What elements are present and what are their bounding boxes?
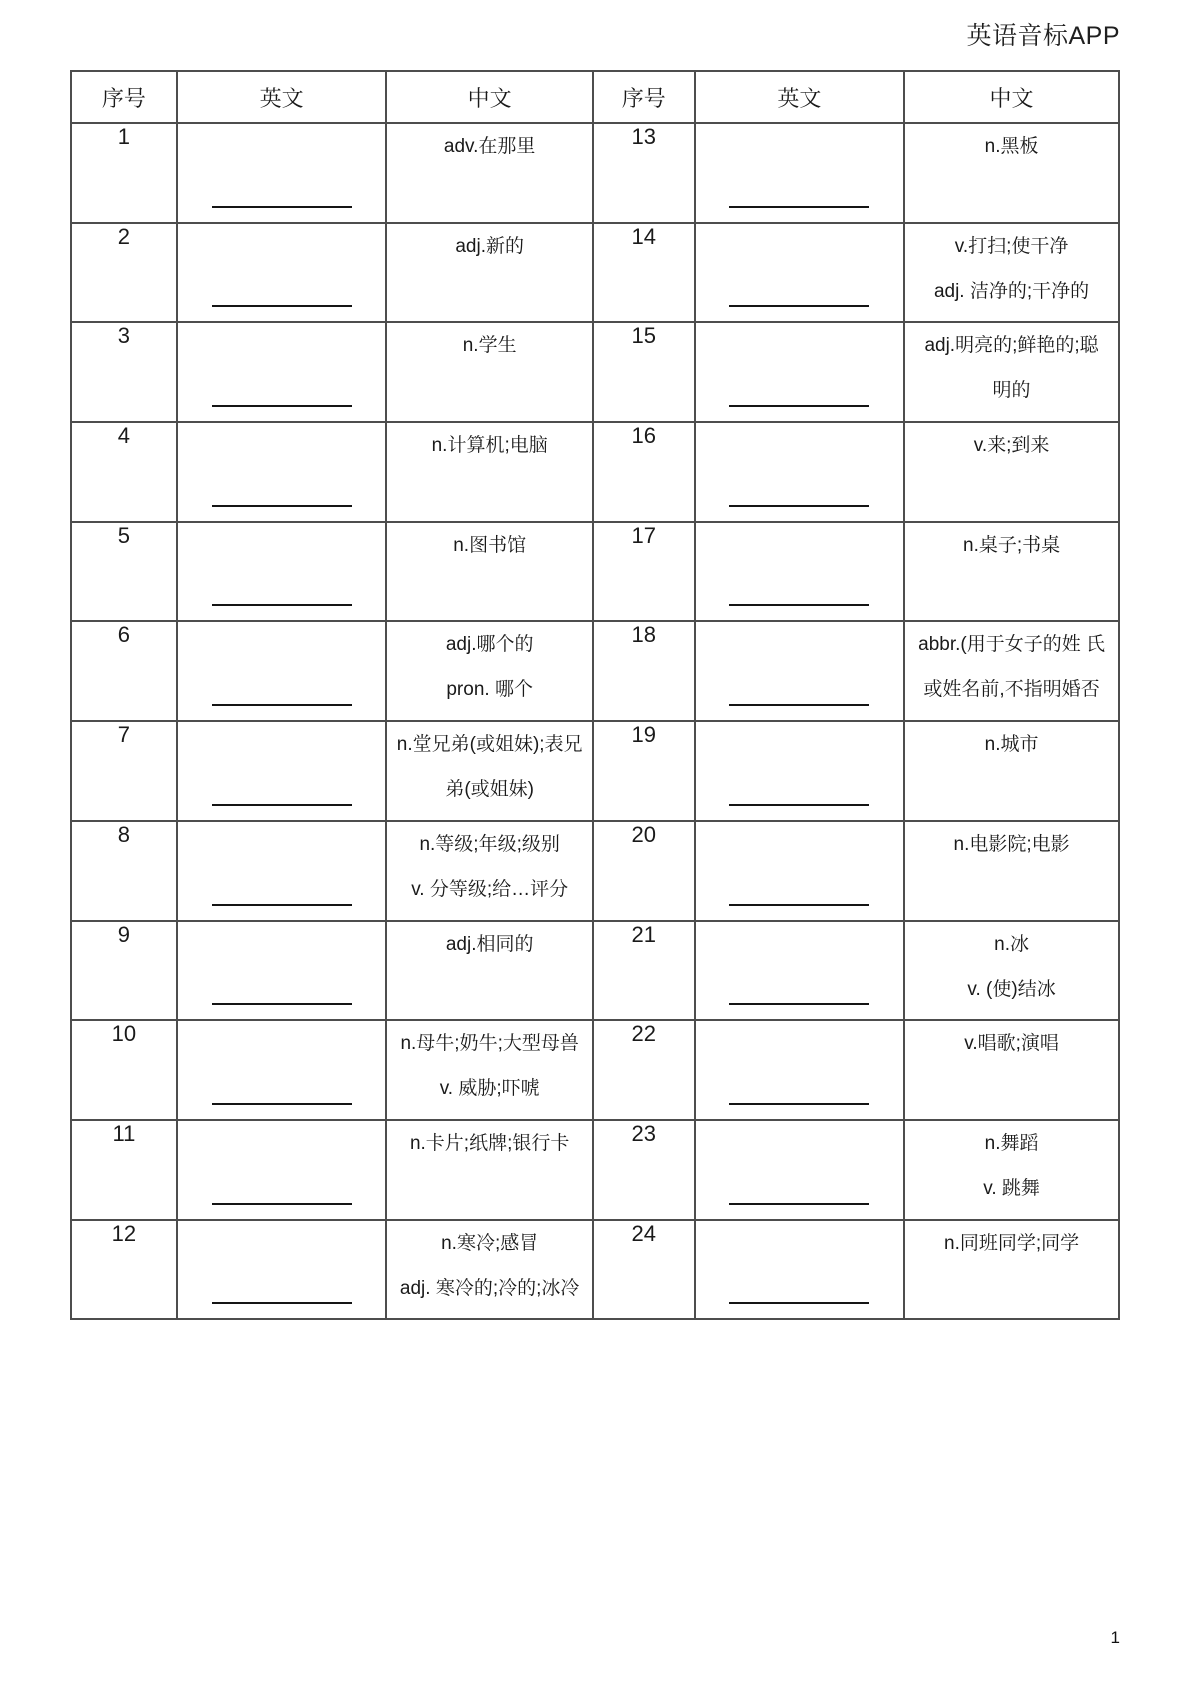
chinese-cell bbox=[904, 1120, 1119, 1220]
definition-line: v.唱歌;演唱 bbox=[964, 1033, 1059, 1055]
english-cell bbox=[695, 1220, 905, 1320]
table-row bbox=[71, 522, 1119, 622]
chinese-cell bbox=[386, 621, 592, 721]
english-cell bbox=[177, 621, 387, 721]
chinese-cell bbox=[904, 522, 1119, 622]
table-row bbox=[71, 1220, 1119, 1320]
index-cell: 13 bbox=[593, 123, 695, 223]
answer-blank bbox=[729, 704, 869, 706]
index-cell: 24 bbox=[593, 1220, 695, 1320]
definition-line: adj.哪个的 bbox=[445, 634, 534, 656]
table-row bbox=[71, 1120, 1119, 1220]
definition-line: adj.新的 bbox=[455, 235, 524, 257]
index-cell: 21 bbox=[593, 921, 695, 1021]
definition-line: adj.相同的 bbox=[445, 933, 534, 955]
index-cell: 2 bbox=[71, 223, 177, 323]
index-cell: 8 bbox=[71, 821, 177, 921]
col-header-english-left: 英文 bbox=[177, 71, 387, 123]
answer-blank bbox=[729, 1302, 869, 1304]
answer-blank bbox=[212, 804, 352, 806]
index-cell: 3 bbox=[71, 322, 177, 422]
chinese-cell bbox=[904, 123, 1119, 223]
index-cell: 15 bbox=[593, 322, 695, 422]
definition-line: n.母牛;奶牛;大型母兽 bbox=[400, 1033, 579, 1055]
english-cell bbox=[177, 223, 387, 323]
chinese-cell bbox=[386, 422, 592, 522]
definition-line: adj.明亮的;鲜艳的;聪 bbox=[924, 335, 1099, 357]
english-cell bbox=[695, 1020, 905, 1120]
definition-line: n.寒冷;感冒 bbox=[441, 1232, 539, 1254]
english-cell bbox=[177, 921, 387, 1021]
index-cell: 16 bbox=[593, 422, 695, 522]
answer-blank bbox=[212, 405, 352, 407]
table-row bbox=[71, 223, 1119, 323]
chinese-cell bbox=[904, 223, 1119, 323]
index-cell: 4 bbox=[71, 422, 177, 522]
chinese-cell bbox=[386, 322, 592, 422]
answer-blank bbox=[212, 1302, 352, 1304]
table-row bbox=[71, 1020, 1119, 1120]
english-cell bbox=[177, 123, 387, 223]
chinese-cell bbox=[386, 123, 592, 223]
chinese-cell bbox=[386, 1220, 592, 1320]
index-cell: 10 bbox=[71, 1020, 177, 1120]
answer-blank bbox=[729, 1103, 869, 1105]
chinese-cell bbox=[386, 1120, 592, 1220]
chinese-cell bbox=[904, 1020, 1119, 1120]
index-cell: 9 bbox=[71, 921, 177, 1021]
col-header-chinese-right: 中文 bbox=[904, 71, 1119, 123]
english-cell bbox=[695, 422, 905, 522]
definition-line: n.冰 bbox=[994, 933, 1029, 955]
english-cell bbox=[695, 821, 905, 921]
index-cell: 20 bbox=[593, 821, 695, 921]
definition-line: 弟(或姐妹) bbox=[445, 779, 534, 801]
definition-line: n.舞蹈 bbox=[984, 1132, 1039, 1154]
english-cell bbox=[695, 721, 905, 821]
english-cell bbox=[695, 223, 905, 323]
definition-line: n.黑板 bbox=[984, 136, 1039, 157]
answer-blank bbox=[212, 904, 352, 906]
definition-line: n.卡片;纸牌;银行卡 bbox=[409, 1132, 570, 1154]
english-cell bbox=[695, 621, 905, 721]
english-cell bbox=[177, 821, 387, 921]
english-cell bbox=[177, 522, 387, 622]
english-cell bbox=[695, 522, 905, 622]
col-header-english-right: 英文 bbox=[695, 71, 905, 123]
index-cell: 7 bbox=[71, 721, 177, 821]
index-cell: 22 bbox=[593, 1020, 695, 1120]
page-title: 英语音标APP bbox=[966, 22, 1120, 50]
answer-blank bbox=[212, 604, 352, 606]
vocab-table bbox=[70, 70, 1120, 1320]
table-row bbox=[71, 123, 1119, 223]
answer-blank bbox=[729, 604, 869, 606]
index-cell: 14 bbox=[593, 223, 695, 323]
english-cell bbox=[695, 123, 905, 223]
index-cell: 6 bbox=[71, 621, 177, 721]
english-cell bbox=[695, 921, 905, 1021]
answer-blank bbox=[212, 206, 352, 208]
answer-blank bbox=[212, 505, 352, 507]
definition-line: v. (使)结冰 bbox=[967, 978, 1056, 1000]
chinese-cell bbox=[386, 1020, 592, 1120]
chinese-cell bbox=[386, 522, 592, 622]
definition-line: 或姓名前,不指明婚否 bbox=[923, 679, 1100, 701]
col-header-chinese-left: 中文 bbox=[386, 71, 592, 123]
answer-blank bbox=[729, 1203, 869, 1205]
answer-blank bbox=[729, 804, 869, 806]
answer-blank bbox=[212, 1203, 352, 1205]
definition-line: pron. 哪个 bbox=[446, 679, 533, 701]
definition-line: v.打扫;使干净 bbox=[954, 235, 1069, 257]
index-cell: 12 bbox=[71, 1220, 177, 1320]
definition-line: adj. 洁净的;干净的 bbox=[933, 280, 1090, 302]
table-row bbox=[71, 721, 1119, 821]
table-row bbox=[71, 422, 1119, 522]
index-cell: 19 bbox=[593, 721, 695, 821]
chinese-cell bbox=[386, 921, 592, 1021]
index-cell: 5 bbox=[71, 522, 177, 622]
index-cell: 18 bbox=[593, 621, 695, 721]
table-row bbox=[71, 821, 1119, 921]
index-cell: 17 bbox=[593, 522, 695, 622]
definition-line: 明的 bbox=[992, 380, 1031, 402]
english-cell bbox=[177, 721, 387, 821]
chinese-cell bbox=[386, 223, 592, 323]
col-header-index-right: 序号 bbox=[593, 71, 695, 123]
definition-line: v.来;到来 bbox=[973, 435, 1050, 457]
answer-blank bbox=[212, 1103, 352, 1105]
chinese-cell bbox=[904, 422, 1119, 522]
index-cell: 23 bbox=[593, 1120, 695, 1220]
chinese-cell bbox=[904, 921, 1119, 1021]
table-row bbox=[71, 921, 1119, 1021]
chinese-cell bbox=[386, 821, 592, 921]
definition-line: v. 分等级;给…评分 bbox=[411, 878, 569, 900]
definition-line: abbr.(用于女子的姓 氏 bbox=[918, 634, 1105, 656]
chinese-cell bbox=[904, 1220, 1119, 1320]
answer-blank bbox=[729, 405, 869, 407]
english-cell bbox=[177, 1220, 387, 1320]
answer-blank bbox=[212, 1003, 352, 1005]
chinese-cell bbox=[904, 821, 1119, 921]
index-cell: 11 bbox=[71, 1120, 177, 1220]
definition-line: v. 跳舞 bbox=[983, 1177, 1040, 1199]
col-header-index-left: 序号 bbox=[71, 71, 177, 123]
definition-line: n.同班同学;同学 bbox=[944, 1232, 1080, 1254]
definition-line: n.堂兄弟(或姐妹);表兄 bbox=[396, 734, 583, 756]
definition-line: n.等级;年级;级别 bbox=[419, 833, 560, 855]
english-cell bbox=[177, 322, 387, 422]
definition-line: n.学生 bbox=[462, 335, 517, 357]
definition-line: v. 威胁;吓唬 bbox=[439, 1078, 540, 1100]
table-row bbox=[71, 322, 1119, 422]
english-cell bbox=[177, 1120, 387, 1220]
answer-blank bbox=[212, 305, 352, 307]
answer-blank bbox=[729, 505, 869, 507]
english-cell bbox=[177, 1020, 387, 1120]
answer-blank bbox=[729, 206, 869, 208]
definition-line: n.图书馆 bbox=[453, 534, 527, 556]
chinese-cell bbox=[904, 721, 1119, 821]
page-number: 1 bbox=[1110, 1628, 1120, 1647]
english-cell bbox=[695, 322, 905, 422]
english-cell bbox=[177, 422, 387, 522]
definition-line: n.桌子;书桌 bbox=[963, 534, 1061, 556]
answer-blank bbox=[212, 704, 352, 706]
chinese-cell bbox=[386, 721, 592, 821]
definition-line: n.城市 bbox=[984, 734, 1039, 756]
definition-line: adv.在那里 bbox=[443, 136, 536, 157]
header-row bbox=[71, 71, 1119, 123]
chinese-cell bbox=[904, 621, 1119, 721]
index-cell: 1 bbox=[71, 123, 177, 223]
definition-line: adj. 寒冷的;冷的;冰冷 bbox=[399, 1277, 580, 1299]
answer-blank bbox=[729, 305, 869, 307]
definition-line: n.计算机;电脑 bbox=[431, 435, 548, 457]
english-cell bbox=[695, 1120, 905, 1220]
answer-blank bbox=[729, 1003, 869, 1005]
answer-blank bbox=[729, 904, 869, 906]
table-row bbox=[71, 621, 1119, 721]
definition-line: n.电影院;电影 bbox=[953, 833, 1070, 855]
chinese-cell bbox=[904, 322, 1119, 422]
